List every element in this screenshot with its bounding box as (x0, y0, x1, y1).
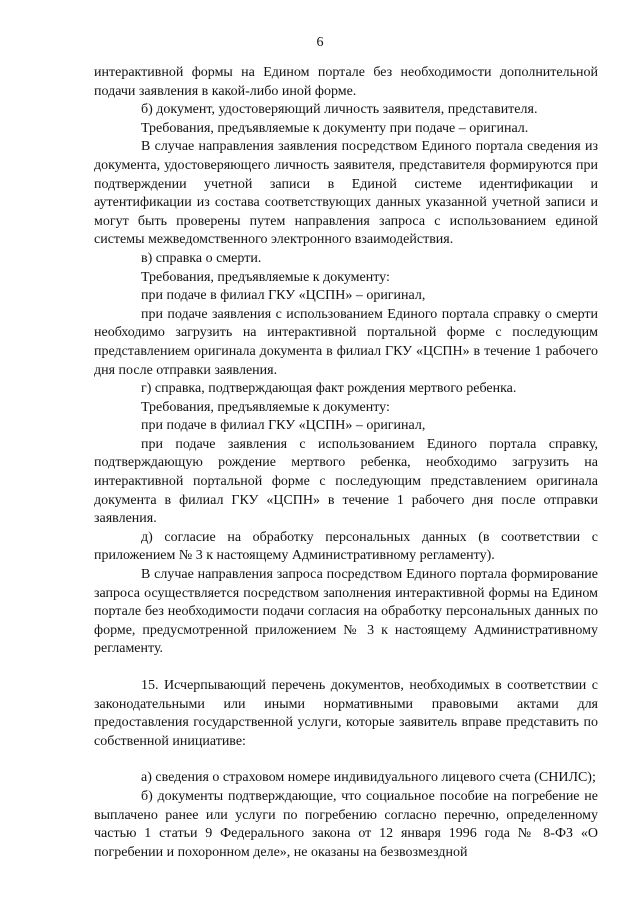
paragraph-item-b-funeral: б) документы подтверждающие, что социальное пособие на погребение не выплачено ранее или услуги по погребению согласно перечню, определенному частью 1 статьи 9 Федерального закона от 12 января 1996 года № 8-ФЗ «О погребении и похоронном деле», не оказаны на безвозмездной (94, 788, 598, 860)
paragraph-item-a-snils: а) сведения о страховом номере индивидуального лицевого счета (СНИЛС); (141, 770, 596, 786)
page-number: 6 (316, 35, 324, 50)
paragraph-section-15: 15. Исчерпывающий перечень документов, необходимых в соответствии с законодательными или иными нормативными правовыми актами для предоставления государственной услуги, которые заявитель вправе представить по собственной инициативе: (94, 678, 598, 749)
paragraph-portal-stillbirth-certificate: при подаче заявления с использованием Единого портала справку, подтверждающую рождение мертвого ребенка, необходимо загрузить на интерактивной портальной форме с последующим представлением оригинала документа в филиал ГКУ «ЦСПН» в течение 1 рабочего дня после отправки заявления. (94, 436, 598, 527)
document-body (94, 64, 598, 862)
paragraph-item-d: д) согласие на обработку персональных данных (в соответствии с приложением № 3 к настоящему Административному регламенту). (94, 529, 598, 564)
paragraph-item-g: г) справка, подтверждающая факт рождения мертвого ребенка. (141, 381, 517, 397)
paragraph-portal-identity: В случае направления заявления посредством Единого портала сведения из документа, удостоверяющего личность заявителя, представителя формируются при подтверждении учетной записи в Единой системе идентификации и аутентификации из состава соответствующих данных указанной учетной записи и могут быть проверены путем направления запроса с использованием единой системы межведомственного электронного взаимодействия. (94, 139, 598, 248)
paragraph-requirements-v: Требования, предъявляемые к документу: (141, 269, 390, 285)
paragraph-portal-death-certificate: при подаче заявления с использованием Единого портала справку о смерти необходимо загрузить на интерактивной портальной форме с последующим представлением оригинала документа в филиал ГКУ «ЦСПН» в течение 1 рабочего дня после отправки заявления. (94, 306, 598, 378)
paragraph-branch-original-v: при подаче в филиал ГКУ «ЦСПН» – оригинал, (141, 288, 426, 304)
paragraph-requirements-b: Требования, предъявляемые к документу при подаче – оригинал. (141, 120, 529, 136)
paragraph-item-b: б) документ, удостоверяющий личность заявителя, представителя. (141, 102, 538, 118)
paragraph-continuation: интерактивной формы на Едином портале без необходимости дополнительной подачи заявления в какой-либо иной форме. (94, 65, 598, 99)
paragraph-item-v: в) справка о смерти. (141, 250, 262, 266)
paragraph-requirements-g: Требования, предъявляемые к документу: (141, 399, 390, 415)
paragraph-branch-original-g: при подаче в филиал ГКУ «ЦСПН» – оригинал, (141, 418, 426, 434)
paragraph-portal-consent: В случае направления запроса посредством Единого портала формирование запроса осуществляется посредством заполнения интерактивной формы на Едином портале без необходимости подачи согласия на обработку персональных данных по форме, предусмотренной приложением № 3 к настоящему Административному регламенту. (94, 567, 598, 657)
